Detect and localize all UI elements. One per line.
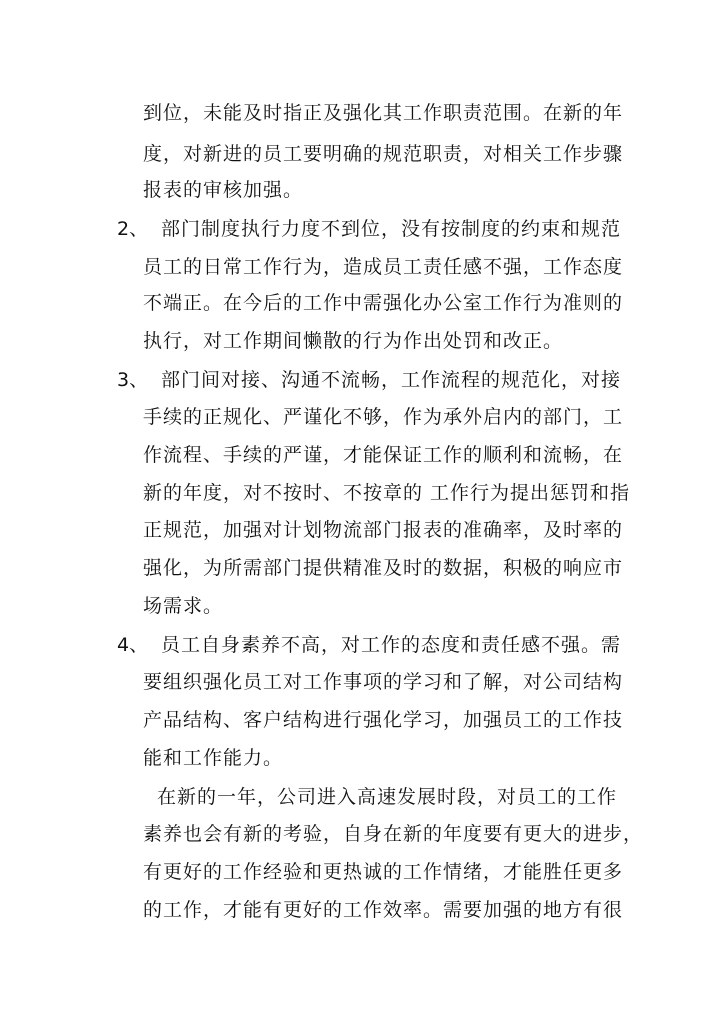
text-line: 新的年度，对不按时、不按章的 工作行为提出惩罚和指 — [143, 482, 631, 504]
text-line: 能和工作能力。 — [143, 747, 284, 769]
text-line: 部门间对接、沟通不流畅，工作流程的规范化，对接 — [161, 369, 622, 391]
text-line: 不端正。在今后的工作中需强化办公室工作行为准则的 — [143, 292, 624, 314]
text-line: 作流程、手续的严谨，才能保证工作的顺利和流畅，在 — [143, 444, 624, 466]
text-line: 有更好的工作经验和更热诚的工作情绪，才能胜任更多 — [143, 861, 624, 883]
text-line: 度，对新进的员工要明确的规范职责，对相关工作步骤 — [143, 143, 624, 165]
list-number: 2、 — [117, 218, 149, 240]
text-line: 强化，为所需部门提供精准及时的数据，积极的响应市 — [143, 557, 624, 579]
text-line: 部门制度执行力度不到位，没有按制度的约束和规范 — [161, 218, 622, 240]
text-line: 员工的日常工作行为，造成员工责任感不强，工作态度 — [143, 256, 624, 278]
text-line: 在新的一年，公司进入高速发展时段，对员工的工作 — [157, 786, 618, 808]
text-line: 手续的正规化、严谨化不够，作为承外启内的部门，工 — [143, 406, 624, 428]
text-line: 执行，对工作期间懒散的行为作出处罚和改正。 — [143, 330, 564, 352]
text-line: 员工自身素养不高，对工作的态度和责任感不强。需 — [161, 634, 622, 656]
list-number: 3、 — [117, 369, 149, 391]
text-line: 场需求。 — [143, 595, 224, 617]
list-number: 4、 — [117, 634, 149, 656]
text-line: 报表的审核加强。 — [143, 179, 304, 201]
text-line: 到位，未能及时指正及强化其工作职责范围。在新的年 — [143, 102, 624, 124]
text-line: 正规范，加强对计划物流部门报表的准确率，及时率的 — [143, 519, 624, 541]
text-line: 素养也会有新的考验，自身在新的年度要有更大的进步， — [143, 823, 644, 845]
text-line: 的工作，才能有更好的工作效率。需要加强的地方有很 — [143, 899, 624, 921]
text-line: 要组织强化员工对工作事项的学习和了解，对公司结构 — [143, 671, 624, 693]
text-line: 产品结构、客户结构进行强化学习，加强员工的工作技 — [143, 709, 624, 731]
